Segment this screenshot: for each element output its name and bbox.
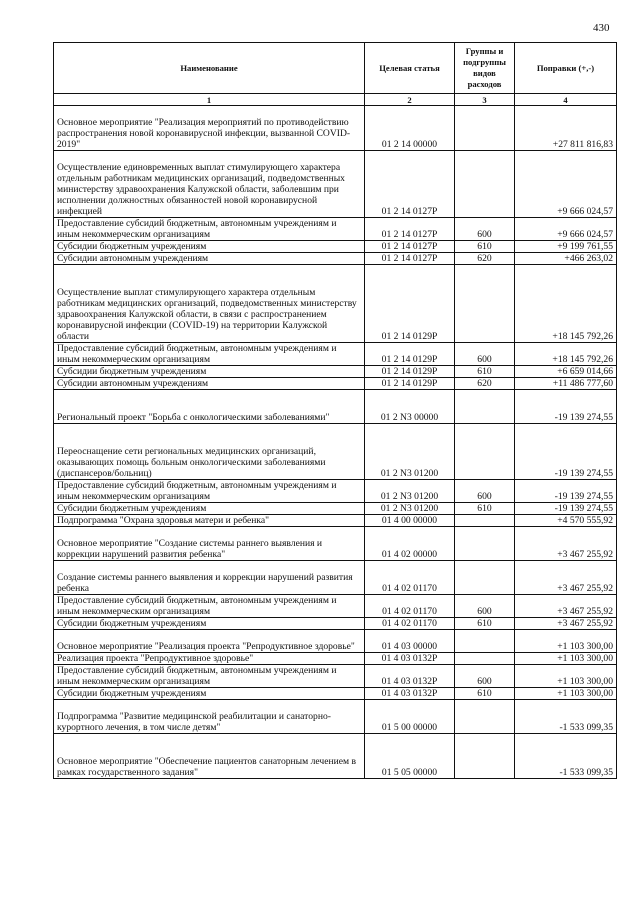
column-numbers-row [54,94,617,106]
row-code-cell: 01 4 02 00000 [365,527,455,561]
row-name-cell: Субсидии автономным учреждениям [54,378,365,390]
row-code-cell: 01 5 00 00000 [365,700,455,734]
table-row [54,734,617,779]
row-amount-cell: +9 199 761,55 [515,241,617,253]
row-code-cell: 01 4 02 01170 [365,561,455,595]
row-group-cell: 610 [455,366,515,378]
row-amount-cell: +1 103 300,00 [515,665,617,688]
column-number: 4 [515,94,617,106]
row-group-cell: 620 [455,378,515,390]
row-amount-cell: +27 811 816,83 [515,106,617,151]
row-amount-cell: +3 467 255,92 [515,527,617,561]
row-name-cell: Основное мероприятие "Обеспечение пациентов санаторным лечением в рамках государственного задания" [54,734,365,779]
row-code-cell: 01 2 14 0129Р [365,378,455,390]
row-amount-cell: -1 533 099,35 [515,700,617,734]
budget-amendments-table [53,42,617,779]
header-row [54,43,617,94]
table-row [54,253,617,265]
row-name-cell: Предоставление субсидий бюджетным, автономным учреждениям и иным некоммерческим организациям [54,480,365,503]
row-group-cell: 600 [455,595,515,618]
row-name-cell: Основное мероприятие "Создание системы раннего выявления и коррекции нарушений развития ребенка" [54,527,365,561]
row-group-cell: 600 [455,343,515,366]
table-row [54,665,617,688]
row-group-cell: 610 [455,618,515,630]
table-row [54,503,617,515]
row-code-cell: 01 4 02 01170 [365,618,455,630]
table-row [54,688,617,700]
table-row [54,343,617,366]
row-amount-cell: -19 139 274,55 [515,503,617,515]
row-amount-cell: -19 139 274,55 [515,424,617,480]
row-code-cell: 01 2 14 0127Р [365,253,455,265]
row-group-cell: 600 [455,218,515,241]
row-group-cell: 610 [455,241,515,253]
row-name-cell: Подпрограмма "Охрана здоровья матери и ребенка" [54,515,365,527]
table-row [54,700,617,734]
row-code-cell: 01 2 N3 01200 [365,503,455,515]
table-row [54,653,617,665]
row-group-cell [455,265,515,343]
row-group-cell [455,734,515,779]
row-code-cell: 01 4 03 0132Р [365,665,455,688]
row-code-cell: 01 2 14 0127Р [365,218,455,241]
row-amount-cell: -19 139 274,55 [515,480,617,503]
header-amount: Поправки (+,-) [515,43,617,94]
row-amount-cell: +9 666 024,57 [515,218,617,241]
row-group-cell: 610 [455,503,515,515]
row-amount-cell: +18 145 792,26 [515,265,617,343]
table-row [54,515,617,527]
table-row [54,480,617,503]
table-row [54,527,617,561]
row-amount-cell: +1 103 300,00 [515,653,617,665]
row-amount-cell: +1 103 300,00 [515,630,617,653]
row-amount-cell: +3 467 255,92 [515,561,617,595]
page-number: 430 [593,22,610,34]
row-name-cell: Предоставление субсидий бюджетным, автономным учреждениям и иным некоммерческим организациям [54,218,365,241]
row-code-cell: 01 4 00 00000 [365,515,455,527]
table-row [54,265,617,343]
row-amount-cell: +3 467 255,92 [515,595,617,618]
row-code-cell: 01 2 14 0129Р [365,265,455,343]
table-row [54,366,617,378]
row-amount-cell: +18 145 792,26 [515,343,617,366]
table-row [54,218,617,241]
row-group-cell [455,630,515,653]
row-name-cell: Предоставление субсидий бюджетным, автономным учреждениям и иным некоммерческим организациям [54,595,365,618]
row-name-cell: Переоснащение сети региональных медицинских организаций, оказывающих помощь больным онкологическими заболеваниями (диспансеров/больниц) [54,424,365,480]
row-amount-cell: -19 139 274,55 [515,390,617,424]
row-code-cell: 01 4 02 01170 [365,595,455,618]
table-row [54,424,617,480]
column-number: 1 [54,94,365,106]
row-group-cell [455,561,515,595]
column-number: 3 [455,94,515,106]
table-row [54,618,617,630]
table-row [54,151,617,218]
row-name-cell: Предоставление субсидий бюджетным, автономным учреждениям и иным некоммерческим организациям [54,665,365,688]
row-code-cell: 01 2 14 0127Р [365,241,455,253]
header-name: Наименование [54,43,365,94]
row-amount-cell: +9 666 024,57 [515,151,617,218]
row-amount-cell: +3 467 255,92 [515,618,617,630]
row-code-cell: 01 4 03 00000 [365,630,455,653]
row-group-cell [455,106,515,151]
row-amount-cell: +466 263,02 [515,253,617,265]
row-group-cell: 620 [455,253,515,265]
row-group-cell [455,653,515,665]
row-name-cell: Подпрограмма "Развитие медицинской реабилитации и санаторно-курортного лечения, в том числе детям" [54,700,365,734]
row-group-cell [455,515,515,527]
row-amount-cell: -1 533 099,35 [515,734,617,779]
row-code-cell: 01 4 03 0132Р [365,653,455,665]
row-code-cell: 01 2 14 0127Р [365,151,455,218]
row-name-cell: Субсидии бюджетным учреждениям [54,618,365,630]
row-group-cell [455,700,515,734]
column-number: 2 [365,94,455,106]
header-code: Целевая статья [365,43,455,94]
header-group: Группы и подгруппы видов расходов [455,43,515,94]
row-name-cell: Субсидии бюджетным учреждениям [54,366,365,378]
row-name-cell: Осуществление единовременных выплат стимулирующего характера отдельным работникам медицинских организаций, подведомственных министерству здравоохранения Калужской области, заболевшим при исполнении должностных обязанностей новой коронавирусной инфекцией [54,151,365,218]
row-group-cell [455,151,515,218]
row-name-cell: Основное мероприятие "Реализация проекта "Репродуктивное здоровье" [54,630,365,653]
row-group-cell [455,390,515,424]
row-amount-cell: +6 659 014,66 [515,366,617,378]
table-row [54,390,617,424]
table-row [54,630,617,653]
row-code-cell: 01 2 14 0129Р [365,366,455,378]
table-row [54,378,617,390]
row-name-cell: Реализация проекта "Репродуктивное здоровье" [54,653,365,665]
row-name-cell: Региональный проект "Борьба с онкологическими заболеваниями" [54,390,365,424]
row-group-cell: 600 [455,480,515,503]
row-group-cell [455,527,515,561]
row-name-cell: Субсидии бюджетным учреждениям [54,688,365,700]
row-code-cell: 01 2 14 0129Р [365,343,455,366]
row-code-cell: 01 2 N3 01200 [365,480,455,503]
row-amount-cell: +4 570 555,92 [515,515,617,527]
row-code-cell: 01 2 N3 00000 [365,390,455,424]
row-amount-cell: +11 486 777,60 [515,378,617,390]
row-name-cell: Субсидии бюджетным учреждениям [54,503,365,515]
table-row [54,595,617,618]
table-row [54,241,617,253]
table-row [54,106,617,151]
row-name-cell: Субсидии бюджетным учреждениям [54,241,365,253]
table-row [54,561,617,595]
row-group-cell: 610 [455,688,515,700]
row-name-cell: Осуществление выплат стимулирующего характера отдельным работникам медицинских организаций, подведомственных министерству здравоохранения Калужской области, в связи с распространением коронавирусной инфекции (COVID-19) на территории Калужской области [54,265,365,343]
row-group-cell: 600 [455,665,515,688]
row-name-cell: Создание системы раннего выявления и коррекции нарушений развития ребенка [54,561,365,595]
row-name-cell: Предоставление субсидий бюджетным, автономным учреждениям и иным некоммерческим организациям [54,343,365,366]
row-code-cell: 01 2 14 00000 [365,106,455,151]
row-code-cell: 01 4 03 0132Р [365,688,455,700]
row-name-cell: Основное мероприятие "Реализация мероприятий по противодействию распространения новой коронавирусной инфекции, вызванной COVID-2019" [54,106,365,151]
row-code-cell: 01 5 05 00000 [365,734,455,779]
row-name-cell: Субсидии автономным учреждениям [54,253,365,265]
row-code-cell: 01 2 N3 01200 [365,424,455,480]
row-amount-cell: +1 103 300,00 [515,688,617,700]
row-group-cell [455,424,515,480]
